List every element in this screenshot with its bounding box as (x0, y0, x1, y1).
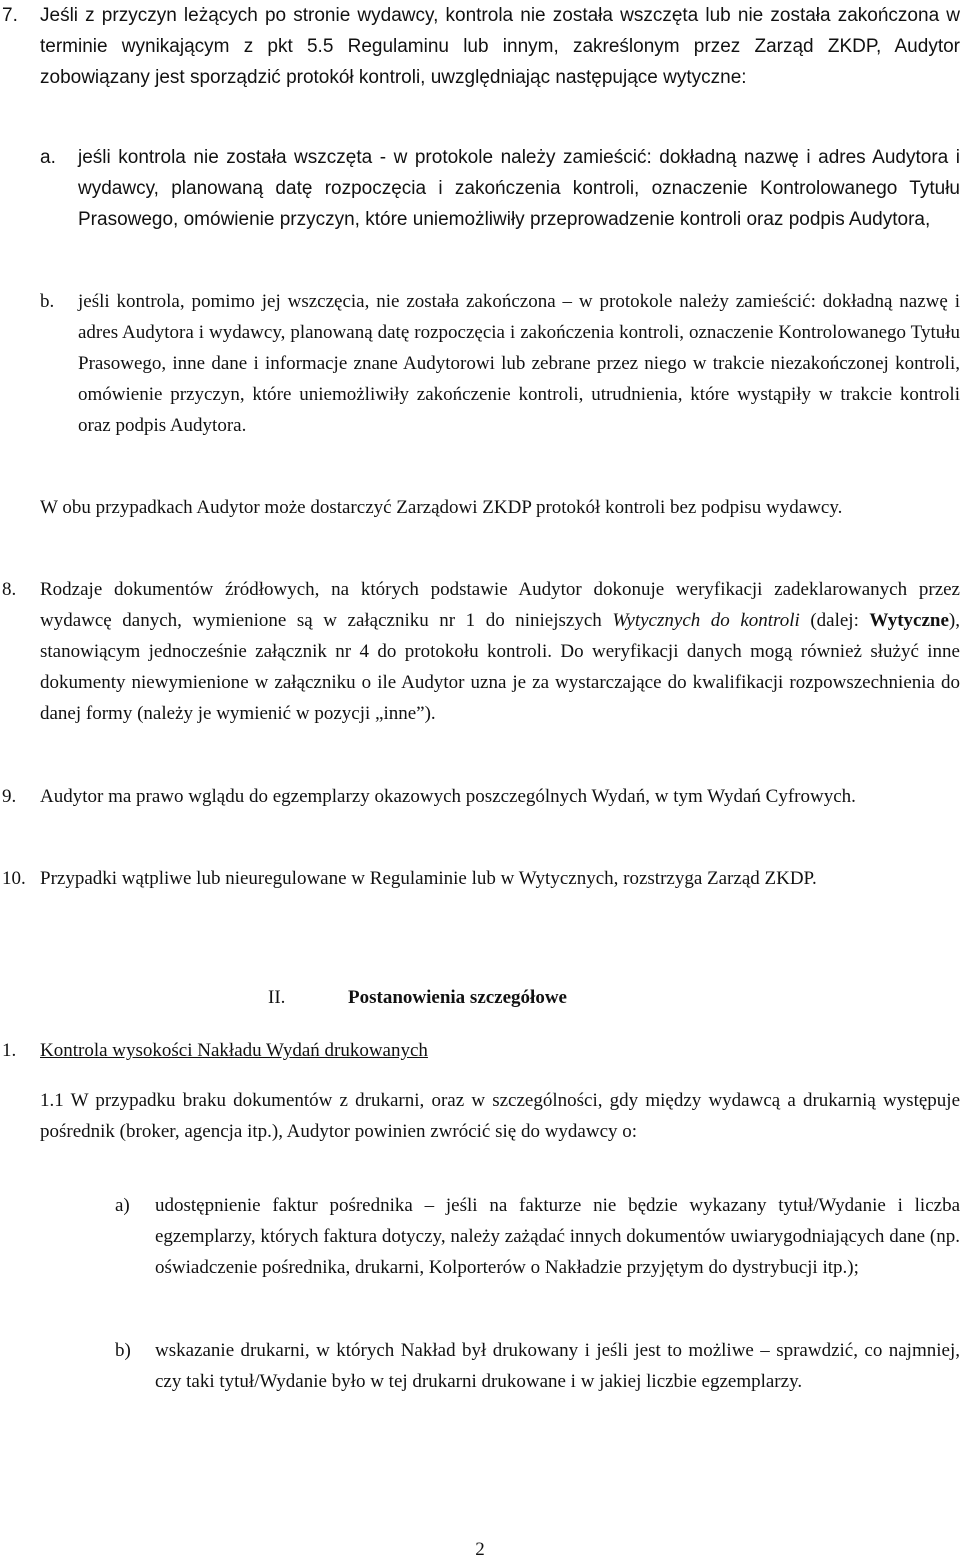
subsection-1-title: Kontrola wysokości Nakładu Wydań drukowanych (40, 1040, 428, 1061)
option-b (115, 1335, 960, 1397)
option-b-label: b) (115, 1340, 131, 1361)
item-7-sub-b-label: b. (40, 291, 55, 312)
item-7-sub-a-label: a. (40, 147, 56, 168)
item-7-sub-b (40, 286, 960, 441)
item-10-number: 10. (2, 868, 26, 889)
item-7-note: W obu przypadkach Audytor może dostarczyć Zarządowi ZKDP protokół kontroli bez podpisu wydawcy. (40, 497, 843, 518)
section-title: Postanowienia szczegółowe (348, 987, 567, 1008)
item-8-italic: Wytycznych do kontroli (612, 610, 800, 631)
item-9 (2, 781, 960, 812)
item-10 (2, 863, 960, 894)
item-7-sub-a (40, 142, 960, 235)
item-8-text-2: (dalej: (799, 610, 870, 631)
item-8-text-3: ), stanowiącym jednocześnie załącznik nr 4 do protokołu kontroli. Do weryfikacji danych mogą również służyć inne dokumenty niewymienione w załączniku o ile Audytor uzna je za wystarczające do kwalifikacji rozpowszechnienia do danej formy (należy je wymienić w pozycji „inne”). (40, 610, 960, 724)
item-7-text: Jeśli z przyczyn leżących po stronie wydawcy, kontrola nie została wszczęta lub nie została zakończona w terminie wynikającym z pkt 5.5 Regulaminu lub innym, zakreślonym przez Zarząd ZKDP, Audytor zobowiązany jest sporządzić protokół kontroli, uwzględniając następujące wytyczne: (40, 5, 960, 88)
option-a-label: a) (115, 1195, 130, 1216)
item-10-text: Przypadki wątpliwe lub nieuregulowane w Regulaminie lub w Wytycznych, rozstrzyga Zarząd ZKDP. (40, 868, 817, 889)
subsection-1-number: 1. (2, 1040, 17, 1061)
item-7-number: 7. (2, 5, 18, 26)
paragraph-1-1: 1.1 W przypadku braku dokumentów z drukarni, oraz w szczególności, gdy między wydawcą a drukarnią występuje pośrednik (broker, agencja itp.), Audytor powinien zwrócić się do wydawcy o: (40, 1090, 960, 1142)
item-7 (2, 0, 960, 93)
option-b-text: wskazanie drukarni, w których Nakład był drukowany i jeśli jest to możliwe – sprawdzić, co najmniej, czy taki tytuł/Wydanie było w tej drukarni drukowane i w jakiej liczbie egzemplarzy. (155, 1340, 960, 1392)
section-roman: II. (268, 987, 286, 1008)
item-9-number: 9. (2, 786, 17, 807)
item-8 (2, 574, 960, 729)
option-a-text: udostępnienie faktur pośrednika – jeśli na fakturze nie będzie wykazany tytuł/Wydanie i liczba egzemplarzy, których faktura dotyczy, należy zażądać innych dokumentów uwiarygodniających dane (np. oświadczenie pośrednika, drukarni, Kolporterów o Nakładzie przyjętym do dystrybucji itp.); (155, 1195, 960, 1278)
item-8-bold: Wytyczne (869, 610, 949, 631)
item-8-number: 8. (2, 579, 17, 600)
option-a (115, 1190, 960, 1283)
item-7-sub-b-text: jeśli kontrola, pomimo jej wszczęcia, nie została zakończona – w protokole należy zamieścić: dokładną nazwę i adres Audytora i wydawcy, planowaną datę rozpoczęcia i zakończenia kontroli, oznaczenie Kontrolowanego Tytułu Prasowego, inne dane i informacje znane Audytorowi lub zebrane przez niego w trakcie niezakończonej kontroli, omówienie przyczyn, które uniemożliwiły zakończenie kontroli, utrudnienia, które wystąpiły w trakcie kontroli oraz podpis Audytora. (78, 291, 960, 436)
item-7-sub-a-text: jeśli kontrola nie została wszczęta - w protokole należy zamieścić: dokładną nazwę i adres Audytora i wydawcy, planowaną datę rozpoczęcia i zakończenia kontroli, oznaczenie Kontrolowanego Tytułu Prasowego, omówienie przyczyn, które uniemożliwiły przeprowadzenie kontroli oraz podpis Audytora, (78, 147, 960, 230)
item-9-text: Audytor ma prawo wglądu do egzemplarzy okazowych poszczególnych Wydań, w tym Wydań Cyfrowych. (40, 786, 856, 807)
item-8-text-1: Rodzaje dokumentów źródłowych, na których podstawie Audytor dokonuje weryfikacji zadeklarowanych przez wydawcę danych, wymienione są w załączniku nr 1 do niniejszych (40, 579, 960, 631)
section-heading (0, 984, 960, 1012)
page-number: 2 (475, 1539, 485, 1560)
